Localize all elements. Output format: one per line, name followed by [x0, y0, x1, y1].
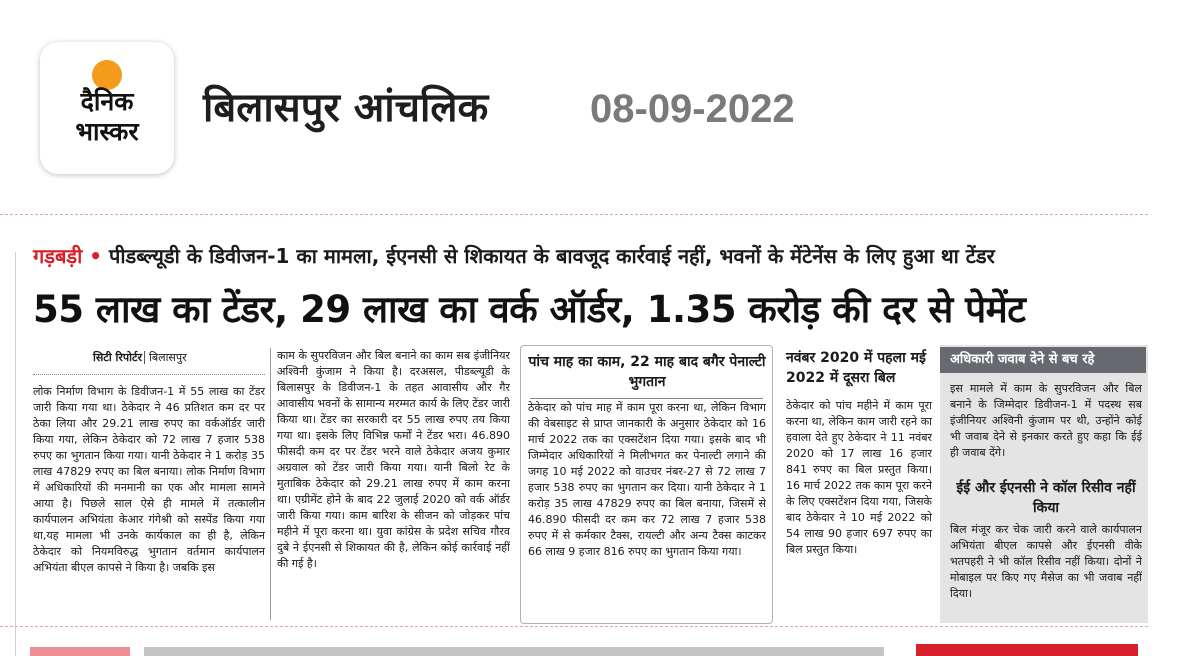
top-divider	[0, 214, 1148, 215]
byline-reporter: सिटी रिपोर्टर	[93, 351, 142, 364]
kicker-tag: गड़बड़ी	[33, 244, 83, 268]
edition-date: 08-09-2022	[590, 87, 795, 131]
sidebar-subheading: ईई और ईएनसी ने कॉल रिसीव नहीं किया	[956, 480, 1136, 516]
byline-place: बिलासपुर	[144, 351, 187, 364]
adjacent-article-edge	[0, 252, 16, 656]
logo-line-2: भास्कर	[75, 117, 139, 146]
column-divider	[270, 348, 271, 620]
article-column-3: ठेकेदार को पांच माह में काम पूरा करना था, लेकिन विभाग की वेबसाइट से प्राप्त जानकारी के अनुसार ठेकेदार को 16 मार्च 2022 तक का एक्सटेंशन दिया गया। इसके बाद भी जिम्मेदार अधिकारियों ने मिलीभगत कर पेनाल्टी लगाने की जगह 10 मई 2022 को वाउचर नंबर-27 से 72 लाख 7 हजार 538 रुपए का भुगतान कर दिया। यानी ठेकेदार ने 1 करोड़ 35 लाख 47829 रुपए का बिल बनाया, जिसमें से 46.890 फीसदी दर कम कर 72 लाख 7 हजार 538 रुपए में से कर्मकार टैक्स, रायल्टी और अन्य टैक्स काटकर 66 लाख 9 हजार 816 रुपए का भुगतान किया गया।	[528, 401, 766, 558]
box-heading: पांच माह का काम, 22 माह बाद बगैर पेनाल्टी भुगतान	[528, 354, 766, 390]
bottom-divider	[0, 626, 1148, 627]
kicker	[33, 241, 995, 271]
headline: 55 लाख का टेंडर, 29 लाख का वर्क ऑर्डर, 1.35 करोड़ की दर से पेमेंट	[33, 288, 1026, 331]
kicker-bullet: •	[82, 244, 109, 268]
article-column-4: ठेकेदार को पांच महीने में काम पूरा करना था, लेकिन काम जारी रहने का हवाला देते हुए ठेकेदार ने 11 नवंबर 2020 को 17 लाख 16 हजार 841 रुपए का बिल प्रस्तुत किया। 16 मार्च 2022 तक काम पूरा करने के लिए एक्सटेंशन दिया गया, जिसके बाद ठेकेदार ने 10 मई 2022 को 54 लाख 90 हजार 697 रुपए का बिल प्रस्तुत किया।	[786, 399, 932, 556]
dainik-bhaskar-logo	[40, 42, 174, 174]
box-heading-divider	[530, 398, 763, 399]
next-article-fragment	[30, 642, 910, 656]
logo-line-1: दैनिक	[80, 87, 134, 116]
byline-divider	[33, 374, 265, 375]
sun-icon	[92, 60, 122, 90]
sidebar-paragraph-1: इस मामले में काम के सुपरविजन और बिल बनाने के जिम्मेदार डिवीजन-1 में पदस्थ सब इंजीनियर अश्विनी कुंजाम पर थी, उन्होंने कोई भी जवाब देने से इनकार करते हुए कहा कि ईई ही जवाब देंगे।	[950, 382, 1142, 459]
article-column-1: लोक निर्माण विभाग के डिवीजन-1 में 55 लाख का टेंडर जारी किया गया था। ठेकेदार ने 46 प्रतिशत कम दर पर ठेका लिया और 29.21 लाख रुपए का वर्कऑर्डर जारी किया गया, लेकिन ठेकेदार को 72 लाख 7 हजार 538 रुपए का भुगतान किया गया। यानी ठेकेदार ने 1 करोड़ 35 लाख 47829 रुपए का बिल बनाया। लोक निर्माण विभाग में अधिकारियों की मनमानी का एक और मामला सामने आया है। पिछले साल ऐसे ही मामले में तत्कालीन कार्यपालन अभियंता केआर गंगेश्री को सस्पेंड किया गया था,यह मामला भी उनके कार्यकाल का ही है, लेकिन ठेकेदार को नियमविरुद्ध भुगतान वर्तमान कार्यपालन अभियंता बीएल कापसे ने किया है। जबकि इस	[33, 385, 265, 574]
sidebar-paragraph-2: बिल मंजूर कर चेक जारी करने वाले कार्यपालन अभियंता बीएल कापसे और ईएनसी वीके भतपहरी ने भी कॉल रिसीव नहीं किया। दोनों ने मोबाइल पर किए गए मैसेज का भी जवाब नहीं दिया।	[950, 523, 1142, 600]
byline	[93, 350, 187, 366]
kicker-text: पीडब्ल्यूडी के डिवीजन-1 का मामला, ईएनसी से शिकायत के बावजूद कार्रवाई नहीं, भवनों के मेंटेनेंस के लिए हुआ था टेंडर	[108, 244, 995, 268]
article-column-2: काम के सुपरविजन और बिल बनाने का काम सब इंजीनियर अश्विनी कुंजाम ने किया है। दरअसल, पीडब्ल्यूडी के बिलासपुर के डिवीजन-1 के तहत आवासीय और गैर आवासीय भवनों के सामान्य मरम्मत कार्य के लिए टेंडर जारी किया था। टेंडर का सरकारी दर 55 लाख रुपए तय किया गया था। इसके लिए विभिन्न फर्मों ने टेंडर भरा। 46.890 फीसदी कम दर पर टेंडर भरने वाले ठेकेदार अजय कुमार अग्रवाल को टेंडर जारी किया गया। यानी बिलो रेट के मुताबिक ठेकेदार को 29.21 लाख रुपए में काम करना था। एग्रीमेंट होने के बाद 22 जुलाई 2020 को वर्क ऑर्डर जारी किया गया। काम बारिश के सीजन को जोड़कर पांच महीने में पूरा करना था। युवा कांग्रेस के प्रदेश सचिव गौरव दुबे ने ईएनसी से शिकायत की है, लेकिन कोई कार्रवाई नहीं की गई है।	[277, 349, 510, 570]
sidebar-banner: अधिकारी जवाब देने से बच रहे	[940, 347, 1146, 373]
column-4-heading: नवंबर 2020 में पहला मई 2022 में दूसरा बिल	[786, 350, 926, 386]
edition-title: बिलासपुर आंचलिक	[203, 85, 489, 131]
next-article-tag	[916, 644, 1138, 656]
